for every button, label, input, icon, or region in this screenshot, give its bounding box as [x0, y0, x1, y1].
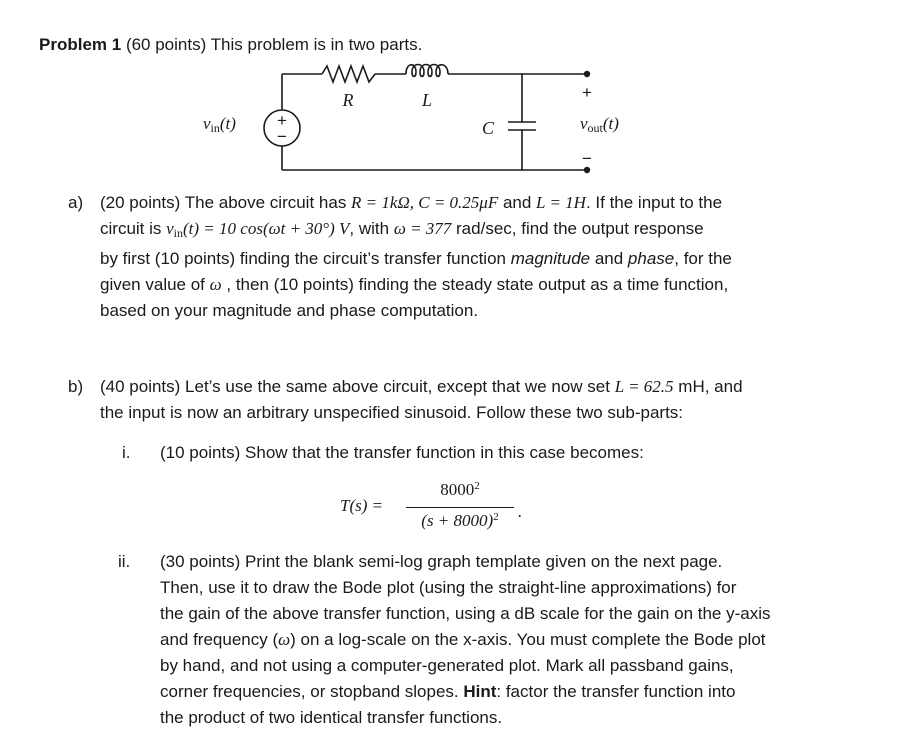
sub-ii-line-4: and frequency (ω) on a log-scale on the x-axis. You must complete the Bode plot	[160, 630, 766, 649]
part-a-line-4: given value of ω , then (10 points) finding the steady state output as a time function,	[100, 275, 729, 294]
resistor-label: R	[342, 90, 354, 110]
formula-numerator: 8000$^2$	[440, 480, 480, 499]
part-b-line-1: (40 points) Let’s use the same above circuit, except that we now set L = 62.5 mH, and	[100, 377, 743, 396]
sub-ii-label: ii.	[118, 552, 131, 571]
part-a-line-2: circuit is $v_{in}(t) = 10$ cos(ωt + 30°) V, with ω = 377 rad/sec, find the output response	[100, 219, 704, 240]
resistor-symbol	[322, 66, 375, 82]
problem-label: Problem 1	[39, 35, 122, 54]
fraction-bar	[406, 507, 514, 508]
sub-ii-line-2: Then, use it to draw the Bode plot (using the straight-line approximations) for	[160, 578, 737, 597]
part-a-label: a)	[68, 193, 84, 212]
inductor-symbol	[406, 65, 448, 77]
sub-ii-line-5: by hand, and not using a computer-generated plot. Mark all passband gains,	[160, 656, 734, 675]
sub-i-label: i.	[122, 443, 131, 462]
capacitor-label: C	[481, 118, 495, 138]
source-plus: +	[277, 111, 287, 130]
sub-ii-line-7: the product of two identical transfer functions.	[160, 708, 503, 727]
problem-header	[39, 32, 422, 58]
inductor-label: L	[421, 90, 433, 110]
formula-lhs: T(s) =	[340, 496, 384, 515]
part-a-line-3: by first (10 points) finding the circuit’s transfer function magnitude and phase, for the	[100, 249, 732, 268]
output-minus: −	[582, 149, 592, 168]
part-a-line-1: (20 points) The above circuit has R = 1kΩ, C = 0.25μF and L = 1H. If the input to the	[100, 193, 723, 212]
vin-label: $v_{in}(t)$	[203, 114, 236, 135]
formula-period: .	[518, 502, 523, 521]
vout-label: $v_{out}(t)$	[580, 114, 619, 135]
sub-ii-line-6: corner frequencies, or stopband slopes. Hint: factor the transfer function into	[160, 682, 736, 701]
part-b-body	[100, 374, 743, 426]
transfer-function-formula	[340, 480, 530, 536]
part-a-line-5: based on your magnitude and phase computation.	[100, 301, 479, 320]
output-plus: +	[582, 83, 592, 102]
problem-intro: (60 points) This problem is in two parts.	[125, 35, 423, 54]
part-a-body	[100, 190, 732, 324]
part-b-line-2: the input is now an arbitrary unspecified sinusoid. Follow these two sub-parts:	[100, 403, 684, 422]
sub-i-text: (10 points) Show that the transfer function in this case becomes:	[160, 443, 644, 462]
source-minus: −	[277, 127, 287, 146]
sub-ii-line-1: (30 points) Print the blank semi-log graph template given on the next page.	[160, 552, 723, 571]
formula-denominator: $(s + 8000)^2$	[421, 511, 499, 530]
output-terminal-top	[584, 71, 590, 77]
sub-ii-line-3: the gain of the above transfer function, using a dB scale for the gain on the y-axis	[160, 604, 771, 623]
part-b-label: b)	[68, 377, 84, 396]
sub-ii-body	[160, 549, 771, 731]
